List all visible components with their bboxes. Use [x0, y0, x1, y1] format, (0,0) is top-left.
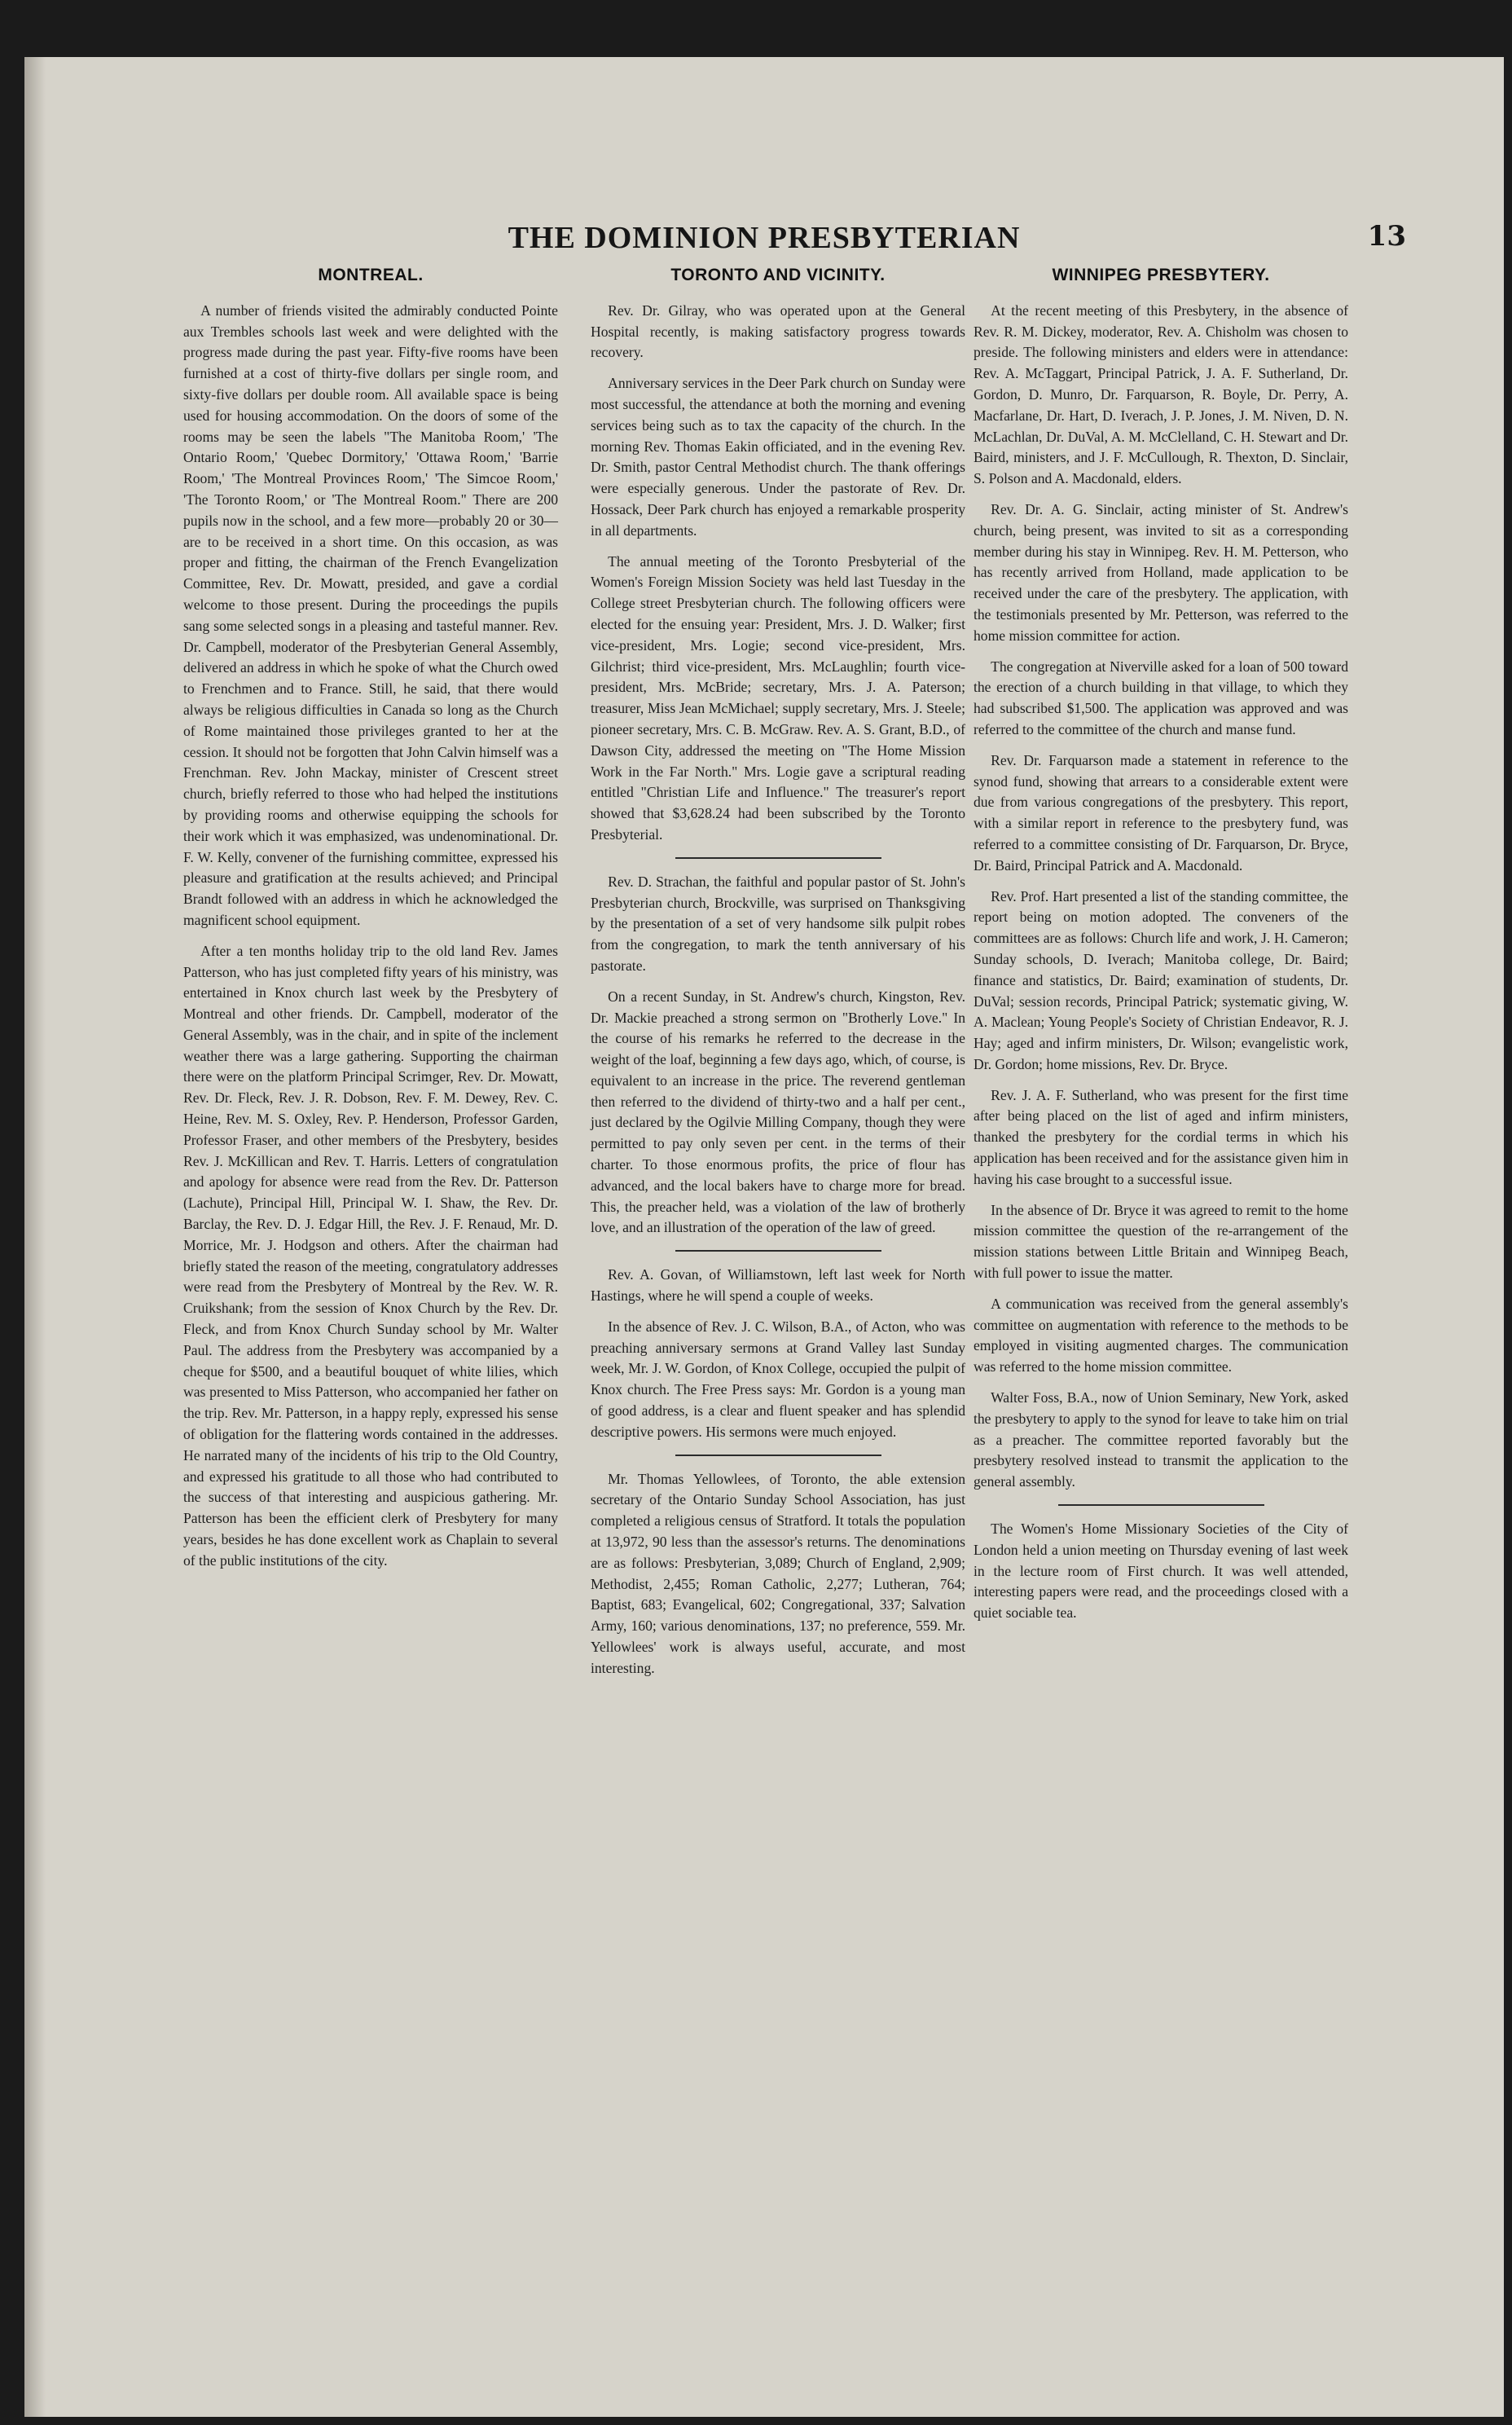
article-paragraph: Rev. Dr. A. G. Sinclair, acting minister of St. Andrew's church, being present, was invited to sit as a corresponding member during his stay in Winnipeg. Rev. H. M. Petterson, who has recently arrived from Holland, made application to be received under the care of the presbytery. The application, with the testimonials presented by Mr. Petterson, was referred to the home mission committee for action. [974, 500, 1348, 644]
column-winnipeg [974, 265, 1348, 1634]
article-paragraph: The Women's Home Missionary Societies of the City of London held a union meeting on Thursday evening of last week in the lecture room of First church. It was well attended, interesting papers were read, and the proceedings closed with a quiet sociable tea. [974, 1521, 1348, 1622]
section-divider [1058, 1504, 1264, 1506]
article-paragraph: A number of friends visited the admirably conducted Pointe aux Trembles schools last week and were delighted with the progress made during the past year. Fifty-five rooms have been furnished at a cost of thirty-five dollars per single room, and sixty-five dollars per double room. All available space is being used for housing accommodation. On the doors of some of the rooms may be seen the labels "The Manitoba Room,' 'The Ontario Room,' 'Quebec Dormitory,' 'Ottawa Room,' 'Barrie Room,' 'The Montreal Provinces Room,' 'The Simcoe Room,' 'The Toronto Room,' or 'The Montreal Room." There are 200 pupils now in the school, and a few more—probably 20 or 30—are to be received in a short time. On this occasion, as was proper and fitting, the chairman of the French Evangelization Committee, Rev. Dr. Mowatt, presided, and gave a cordial welcome to those present. During the proceedings the pupils sang some selected songs in a pleasing and tasteful manner. Rev. Dr. Campbell, moderator of the Presbyterian General Assembly, delivered an address in which he spoke of what the Church owed to Frenchmen and to France. Still, he said, that there would always be religious difficulties in Canada so long as the Church of Rome maintained those privileges granted to her at the cession. It should not be forgotten that John Calvin himself was a Frenchman. Rev. John Mackay, minister of Crescent street church, briefly referred to those who had helped the institutions by providing rooms and otherwise equipping the schools for their work which it was emphasized, was undenominational. Dr. F. W. Kelly, convener of the furnishing committee, expressed his pleasure and gratification at the results achieved; and Principal Brandt followed with an address in which he acknowledged the magnificent school equipment. [183, 301, 558, 928]
article-paragraph: Walter Foss, B.A., now of Union Seminary, New York, asked the presbytery to apply to the synod for leave to take him on trial as a preacher. The committee reported favorably but the presbytery resolved instead to transmit the application to the general assembly. [974, 1389, 1348, 1490]
article-paragraph: The annual meeting of the Toronto Presbyterial of the Women's Foreign Mission Society was held last Tuesday in the College street Presbyterian church. The following officers were elected for the ensuing year: President, Mrs. J. D. Walker; first vice-president, Mrs. Logie; second vice-president, Mrs. Gilchrist; third vice-president, Mrs. McLaughlin; fourth vice-president, Mrs. McBride; secretary, Mrs. J. A. Paterson; treasurer, Miss Jean McMichael; supply secretary, Mrs. J. Steele; pioneer secretary, Mrs. C. B. McGraw. Rev. A. S. Grant, B.D., of Dawson City, addressed the meeting on "The Home Mission Work in the Far North." Mrs. Logie gave a scriptural reading entitled "Christian Life and Influence." The treasurer's report showed that $3,628.24 had been subscribed by the Toronto Presbyterial. [591, 552, 965, 843]
column-toronto [591, 265, 965, 1689]
article-paragraph: Rev. A. Govan, of Williamstown, left last week for North Hastings, where he will spend a couple of weeks. [591, 1266, 965, 1305]
article-paragraph: On a recent Sunday, in St. Andrew's church, Kingston, Rev. Dr. Mackie preached a strong sermon on "Brotherly Love." In the course of his remarks he referred to the decrease in the weight of the loaf, beginning a few days ago, which, of course, is equivalent to an increase in the price. The reverend gentleman then referred to the dividend of thirty-two and a half per cent., just declared by the Ogilvie Milling Company, though they were permitted to pay only seven per cent. in the terms of their charter. To those enormous profits, the price of flour has advanced, and the local bakers have to charge more for bread. This, the preacher held, was a violation of the law of brotherly love, and an illustration of the operation of the law of greed. [591, 988, 965, 1236]
section-divider [675, 1250, 881, 1252]
masthead-title: THE DOMINION PRESBYTERIAN [508, 221, 1021, 255]
section-divider [675, 857, 881, 859]
newspaper-page [24, 57, 1504, 2417]
column-montreal [183, 265, 558, 1582]
article-paragraph: A communication was received from the general assembly's committee on augmentation with reference to the methods to be employed in visiting augmented charges. The communication was referred to the home mission committee. [974, 1295, 1348, 1375]
page-fold-shadow [24, 57, 46, 2417]
article-paragraph: Rev. Dr. Gilray, who was operated upon at the General Hospital recently, is making satisfactory progress towards recovery. [591, 301, 965, 361]
article-paragraph: In the absence of Rev. J. C. Wilson, B.A., of Acton, who was preaching anniversary sermons at Grand Valley last Sunday week, Mr. J. W. Gordon, of Knox College, occupied the pulpit of Knox church. The Free Press says: Mr. Gordon is a young man of good address, is a clear and fluent speaker and has splendid descriptive powers. His sermons were much enjoyed. [591, 1318, 965, 1440]
article-paragraph: At the recent meeting of this Presbytery, in the absence of Rev. R. M. Dickey, moderator, Rev. A. Chisholm was chosen to preside. The following ministers and elders were in attendance: Rev. A. McTaggart, Principal Patrick, J. A. F. Sutherland, Dr. Gordon, D. Munro, Dr. Farquarson, R. Boyle, Dr. Perry, A. Macfarlane, Dr. Hart, D. Iverach, J. P. Jones, J. M. Niven, D. N. McLachlan, Dr. DuVal, A. M. McClelland, C. H. Stewart and Dr. Baird, ministers, and J. F. McCullough, R. Thexton, D. Sinclair, S. Polson and A. Macdonald, elders. [974, 301, 1348, 487]
section-heading: MONTREAL. [318, 266, 424, 284]
article-paragraph: In the absence of Dr. Bryce it was agreed to remit to the home mission committee the question of the re-arrangement of the mission stations between Little Britain and Winnipeg Beach, with full power to issue the matter. [974, 1201, 1348, 1282]
article-paragraph: Rev. Dr. Farquarson made a statement in reference to the synod fund, showing that arrears to a considerable extent were due from various congregations of the presbytery. This report, with a similar report in reference to the presbytery fund, was referred to a committee consisting of Dr. Farquarson, Dr. Bryce, Dr. Baird, Principal Patrick and A. Macdonald. [974, 751, 1348, 874]
section-heading: TORONTO AND VICINITY. [670, 266, 886, 284]
section-heading: WINNIPEG PRESBYTERY. [1052, 266, 1270, 284]
article-paragraph: The congregation at Niverville asked for a loan of 500 toward the erection of a church building in that village, to which they had subscribed $1,500. The application was approved and was referred to the committee of the church and manse fund. [974, 658, 1348, 737]
article-paragraph: Mr. Thomas Yellowlees, of Toronto, the able extension secretary of the Ontario Sunday School Association, has just completed a religious census of Stratford. It totals the population at 13,972, 90 less than the assessor's returns. The denominations are as follows: Presbyterian, 3,089; Church of England, 2,909; Methodist, 2,455; Roman Catholic, 2,277; Lutheran, 764; Baptist, 683; Evangelical, 602; Congregational, 337; Salvation Army, 160; various denominations, 137; no preference, 559. Mr. Yellowlees' work is always useful, accurate, and most interesting. [591, 1470, 965, 1676]
article-paragraph: Rev. D. Strachan, the faithful and popular pastor of St. John's Presbyterian church, Brockville, was surprised on Thanksgiving by the presentation of a set of very handsome silk pulpit robes from the congregation, to mark the tenth anniversary of his pastorate. [591, 873, 965, 974]
section-divider [675, 1455, 881, 1456]
article-paragraph: Rev. J. A. F. Sutherland, who was present for the first time after being placed on the list of aged and infirm ministers, thanked the presbytery for the cordial terms in which his application has been received and for the assistance given him in having his case brought to a successful issue. [974, 1086, 1348, 1187]
article-paragraph: After a ten months holiday trip to the old land Rev. James Patterson, who has just completed fifty years of his ministry, was entertained in Knox church last week by the Presbytery of Montreal and other friends. Dr. Campbell, moderator of the General Assembly, was in the chair, and in spite of the inclement weather there was a large gathering. Supporting the chairman there were on the platform Principal Scrimger, Rev. Dr. Mowatt, Rev. Dr. Fleck, Rev. J. R. Dobson, Rev. F. M. Dewey, Rev. C. Heine, Rev. M. S. Oxley, Rev. P. Henderson, Professor Garden, Professor Fraser, and other members of the Presbytery, besides Rev. J. McKillican and Rev. T. Harris. Letters of congratulation and apology for absence were read from the Rev. Dr. Patterson (Lachute), Principal Hill, Principal W. I. Shaw, the Rev. Dr. Barclay, the Rev. D. J. Edgar Hill, the Rev. J. F. Renaud, Mr. D. Morrice, Mr. J. Hodgson and others. After the chairman had briefly stated the reason of the meeting, congratulatory addresses were read from the Presbytery of Montreal by the Rev. W. R. Cruikshank; from the session of Knox Church by the Rev. Dr. Fleck, and from Knox Church Sunday school by Mr. Walter Paul. The address from the Presbytery was accompanied by a cheque for $500, and a beautiful bouquet of white lilies, which was presented to Miss Patterson, who accompanied her father on the trip. Rev. Mr. Patterson, in a happy reply, expressed his sense of obligation for the flattering words contained in the addresses. He narrated many of the incidents of his trip to the Old Country, and expressed his gratitude to all those who had contributed to the success of that interesting and auspicious gathering. Mr. Patterson has been the efficient clerk of Presbytery for many years, besides he has done excellent work as Chaplain to several of the public institutions of the city. [183, 942, 558, 1569]
page-number: 13 [1367, 220, 1406, 253]
page-header [24, 220, 1504, 269]
article-paragraph: Rev. Prof. Hart presented a list of the standing committee, the report being on motion adopted. The conveners of the committees are as follows: Church life and work, J. H. Cameron; Sunday schools, D. Iverach; Manitoba college, Dr. Baird; finance and statistics, Dr. Baird; examination of students, Dr. DuVal; session records, Principal Patrick; systematic giving, W. A. Maclean; Young People's Society of Christian Endeavor, R. J. Hay; aged and infirm ministers, Dr. Wilson; evangelistic work, Dr. Gordon; home missions, Rev. Dr. Bryce. [974, 887, 1348, 1072]
article-paragraph: Anniversary services in the Deer Park church on Sunday were most successful, the attendance at both the morning and evening services being such as to tax the capacity of the church. In the morning Rev. Thomas Eakin officiated, and in the evening Rev. Dr. Smith, pastor Central Methodist church. The thank offerings were especially generous. Under the pastorate of Rev. Dr. Hossack, Deer Park church has enjoyed a remarkable prosperity in all departments. [591, 375, 965, 539]
